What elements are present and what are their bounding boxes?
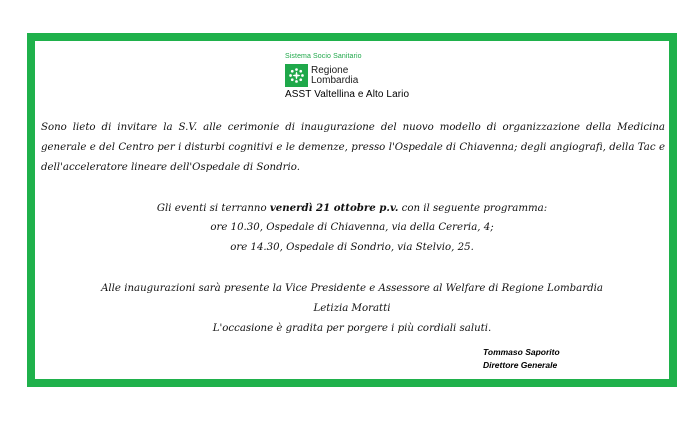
logo-system-label: Sistema Socio Sanitario: [285, 53, 362, 60]
logo-region-line2: Lombardia: [311, 74, 359, 86]
closing-greeting: L'occasione è gradita per porgere i più cordiali saluti.: [212, 323, 492, 334]
lombardy-rose-icon: [285, 64, 308, 87]
signatory-title: Direttore Generale: [483, 360, 558, 370]
logo-row: [285, 64, 409, 87]
guest-name: Letizia Moratti: [313, 303, 391, 314]
signature-block: [483, 346, 560, 372]
program-event-2: ore 14.30, Ospedale di Sondrio, via Stelvio, 25.: [230, 242, 474, 253]
logo-region-line1: Regione: [311, 64, 349, 76]
program-intro-before: Gli eventi si terranno: [156, 203, 270, 214]
event-date: venerdì 21 ottobre p.v.: [269, 202, 399, 214]
signatory-name: Tommaso Saporito: [483, 347, 560, 357]
guests-line: Alle inaugurazioni sarà presente la Vice Presidente e Assessore al Welfare di Regione Lombardia: [101, 283, 603, 294]
program-intro: [35, 198, 669, 219]
program-event-1: ore 10.30, Ospedale di Chiavenna, via della Cereria, 4;: [210, 222, 494, 233]
program-intro-after: con il seguente programma:: [398, 203, 548, 214]
logo-region-name: [311, 66, 358, 86]
logo-asst-name: ASST Valtellina e Alto Lario: [285, 89, 410, 100]
regione-lombardia-logo: [285, 52, 409, 100]
invitation-card: [27, 33, 677, 387]
invitation-paragraph: Sono lieto di invitare la S.V. alle cerimonie di inaugurazione del nuovo modello di organizzazione della Medicina generale e del Centro per i disturbi cognitivi e le demenze, presso l'Ospedale di Chiavenna; degli angiografi, della Tac e dell'acceleratore lineare dell'Ospedale di Sondrio.: [41, 122, 665, 173]
